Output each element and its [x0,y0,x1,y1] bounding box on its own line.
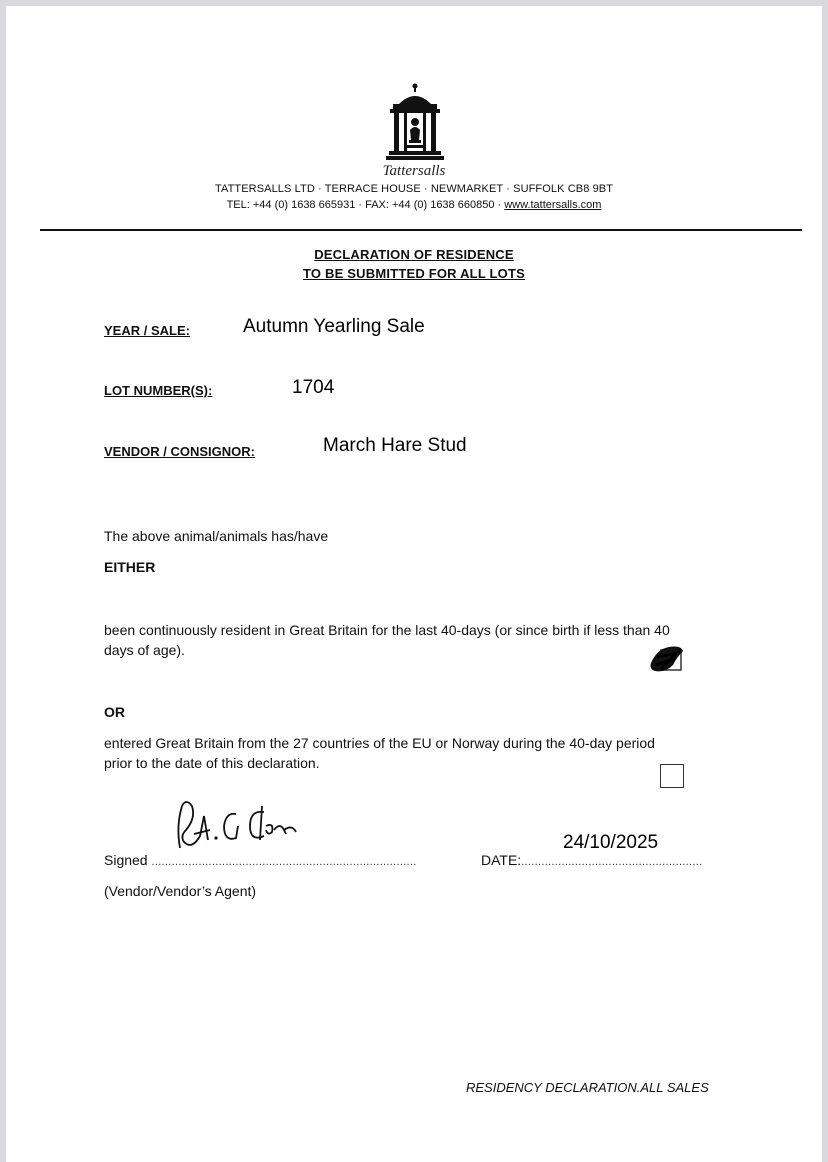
date-value[interactable]: 24/10/2025 [563,832,659,853]
signer-role: (Vendor/Vendor’s Agent) [104,883,257,899]
document-subtitle: TO BE SUBMITTED FOR ALL LOTS [302,266,526,281]
option2-text-line1: entered Great Britain from the 27 countries of the EU or Norway during the 40-day period [104,735,655,751]
signature-field[interactable]: ............................................................................... [151,856,417,868]
signed-line [104,850,417,873]
year-sale-value[interactable]: Autumn Yearling Sale [243,316,425,337]
option2-text-line2: prior to the date of this declaration. [104,755,320,771]
contact-numbers: TEL: +44 (0) 1638 665931 · FAX: +44 (0) 1638 660850 · [226,199,505,211]
option1-text-line1: been continuously resident in Great Britain for the last 40-days (or since birth if less than 40 [104,622,670,638]
date-field[interactable]: ...................................................... [521,856,703,868]
declaration-intro: The above animal/animals has/have [104,528,329,544]
company-address: TATTERSALLS LTD · TERRACE HOUSE · NEWMARKET · SUFFOLK CB8 9BT [214,183,614,195]
website-link[interactable]: www.tattersalls.com [504,199,602,211]
header-divider [40,229,802,231]
signed-label: Signed [104,852,148,868]
handwritten-signature [170,796,305,858]
date-label: DATE: [481,852,522,868]
lot-number-label: LOT NUMBER(S): [104,383,213,398]
either-label: EITHER [104,559,156,575]
vendor-label: VENDOR / CONSIGNOR: [104,444,255,459]
tattersalls-logo [379,82,451,166]
lot-number-value[interactable]: 1704 [292,377,335,398]
option1-text-line2: days of age). [104,642,185,658]
option2-checkbox[interactable] [660,764,684,788]
company-contact [0,199,828,211]
option1-checkbox[interactable] [647,643,687,675]
document-title: DECLARATION OF RESIDENCE [314,247,514,262]
brand-name: Tattersalls [382,163,446,179]
document-footer: RESIDENCY DECLARATION.ALL SALES [466,1080,709,1095]
year-sale-label: YEAR / SALE: [104,323,190,338]
vendor-value[interactable]: March Hare Stud [323,435,467,456]
or-label: OR [104,704,125,720]
